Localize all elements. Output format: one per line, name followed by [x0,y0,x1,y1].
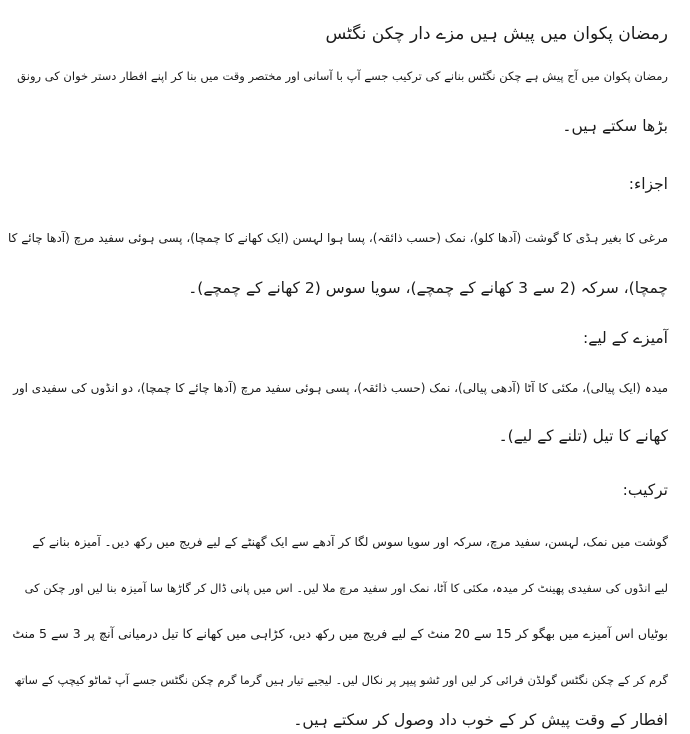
batter-line-2: کھانے کا تیل (تلنے کے لیے)۔ [498,427,668,445]
method-line-5: افطار کے وقت پیش کر کے خوب داد وصول کر سکتے ہیں۔ [293,711,668,729]
article-title: رمضان پکوان میں پیش ہیں مزے دار چکن نگٹس [325,24,668,44]
method-line-2: لیے انڈوں کی سفیدی پھینٹ کر میدہ، مکئی کا آٹا، نمک اور سفید مرچ ملا لیں۔ اس میں پانی ڈال کر گاڑھا سا آمیزہ بنا لیں اور چکن کی [24,581,668,595]
ingredients-line-1: مرغی کا بغیر ہڈی کا گوشت (آدھا کلو)، نمک (حسب ذائقہ)، پسا ہوا لہسن (ایک کھانے کا چمچا)، پسی ہوئی سفید مرچ (آدھا چائے کا [8,231,668,245]
ingredients-line-2: چمچا)، سرکہ (2 سے 3 کھانے کے چمچے)، سویا سوس (2 کھانے کے چمچے)۔ [188,279,668,297]
method-line-3: بوٹیاں اس آمیزے میں بھگو کر 15 سے 20 منٹ کے لیے فریج میں رکھ دیں، کڑاہی میں کھانے کا تیل درمیانی آنچ پر 3 سے 5 منٹ [12,626,668,641]
method-heading: ترکیب: [622,481,668,499]
ingredients-heading: اجزاء: [628,175,668,193]
intro-line-2: بڑھا سکتے ہیں۔ [562,117,668,135]
batter-heading: آمیزے کے لیے: [583,329,668,347]
batter-line-1: میدہ (ایک پیالی)، مکئی کا آٹا (آدھی پیالی)، نمک (حسب ذائقہ)، پسی ہوئی سفید مرچ (آدھا چائے کا چمچا)، دو انڈوں کی سفیدی اور [13,381,668,395]
intro-line-1: رمضان پکوان میں آج پیش ہے چکن نگٹس بنانے کی ترکیب جسے آپ با آسانی اور مختصر وقت میں بنا کر اپنے افطار دستر خوان کی رونق [17,69,668,83]
method-line-4: گرم کر کے چکن نگٹس گولڈن فرائی کر لیں اور ٹشو پیپر پر نکال لیں۔ لیجیے تیار ہیں گرما گرم چکن نگٹس جسے آپ ٹماٹو کیچپ کے ساتھ [14,673,668,687]
method-line-1: گوشت میں نمک، لہسن، سفید مرچ، سرکہ اور سویا سوس لگا کر آدھے سے ایک گھنٹے کے لیے فریج میں رکھ دیں۔ آمیزہ بنانے کے [32,535,668,549]
